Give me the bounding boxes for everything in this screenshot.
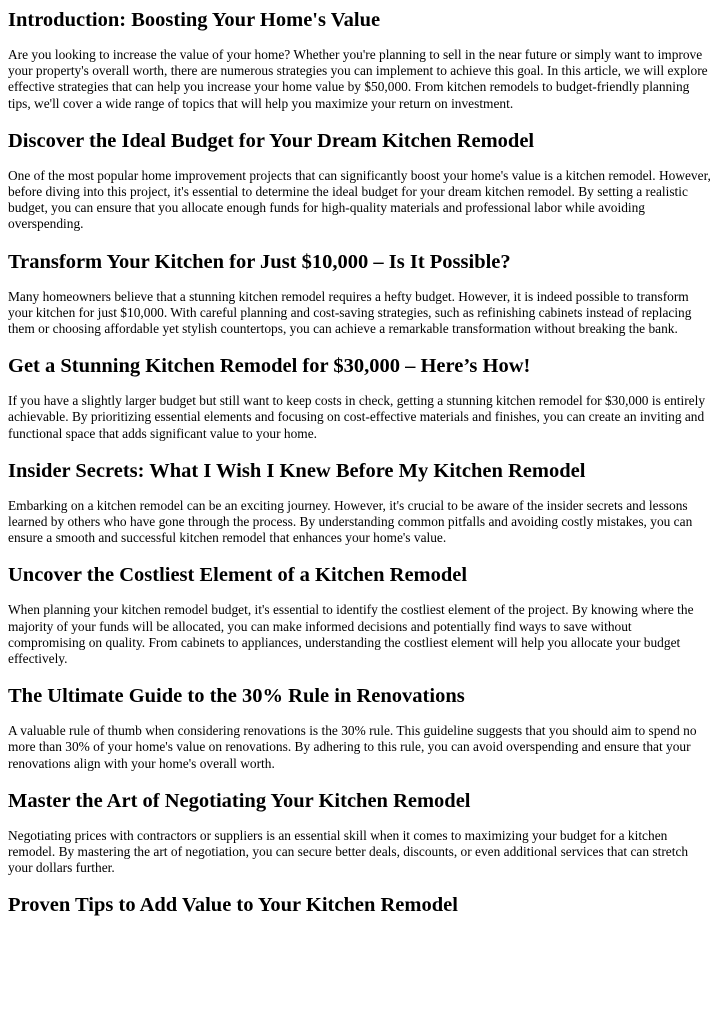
section-paragraph: One of the most popular home improvement projects that can significantly boost your home's value is a kitchen remodel. However, before diving into this project, it's essential to determine the ideal budget for your dream kitchen remodel. By setting a realistic budget, you can ensure that you allocate enough funds for high-quality materials and professional labor while avoiding overspending. <box>8 167 711 232</box>
section-negotiating <box>8 789 712 877</box>
section-ideal-budget <box>8 129 712 233</box>
section-paragraph: A valuable rule of thumb when considering renovations is the 30% rule. This guideline suggests that you should aim to spend no more than 30% of your home's value on renovations. By adhering to this rule, you can avoid overspending and ensure that your renovations align with your home's overall worth. <box>8 723 697 771</box>
section-paragraph: Negotiating prices with contractors or suppliers is an essential skill when it comes to maximizing your budget for a kitchen remodel. By mastering the art of negotiation, you can secure better deals, discounts, or even additional services that can stretch your dollars further. <box>8 827 689 876</box>
section-heading: Discover the Ideal Budget for Your Dream Kitchen Remodel <box>8 129 535 152</box>
section-heading: Get a Stunning Kitchen Remodel for $30,000 – Here’s How! <box>8 355 531 378</box>
section-paragraph: Embarking on a kitchen remodel can be an exciting journey. However, it's crucial to be aware of the insider secrets and lessons learned by others who have gone through the process. By understanding common pitfalls and avoiding costly mistakes, you can ensure a smooth and successful kitchen remodel that enhances your home's value. <box>8 497 693 546</box>
section-paragraph: Are you looking to increase the value of your home? Whether you're planning to sell in the near future or simply want to improve your property's overall worth, there are numerous strategies you can implement to achieve this goal. In this article, we will explore effective strategies that can help you increase your home value by $50,000. From kitchen remodels to budget-friendly planning tips, we'll cover a wide range of topics that will help you maximize your return on investment. <box>8 47 708 111</box>
section-heading: The Ultimate Guide to the 30% Rule in Renovations <box>8 685 465 708</box>
section-costliest-element <box>8 563 712 667</box>
section-30-percent-rule <box>8 684 712 772</box>
section-proven-tips <box>8 893 712 917</box>
article <box>0 8 720 917</box>
section-10000-remodel <box>8 250 712 338</box>
section-heading: Transform Your Kitchen for Just $10,000 – Is It Possible? <box>8 250 511 273</box>
section-paragraph: When planning your kitchen remodel budget, it's essential to identify the costliest element of the project. By knowing where the majority of your funds will be allocated, you can make informed decisions and potentially find ways to save without compromising on quality. From cabinets to appliances, understanding the costliest element will help you allocate your budget effectively. <box>8 602 694 667</box>
section-heading: Insider Secrets: What I Wish I Knew Before My Kitchen Remodel <box>8 459 586 482</box>
section-heading: Introduction: Boosting Your Home's Value <box>8 9 381 31</box>
section-introduction <box>8 8 712 112</box>
section-insider-secrets <box>8 459 712 547</box>
section-30000-remodel <box>8 354 712 442</box>
section-heading: Master the Art of Negotiating Your Kitchen Remodel <box>8 789 471 812</box>
section-paragraph: If you have a slightly larger budget but still want to keep costs in check, getting a stunning kitchen remodel for $30,000 is entirely achievable. By prioritizing essential elements and focusing on cost-effective materials and finishes, you can create an inviting and functional space that adds significant value to your home. <box>8 393 706 441</box>
section-heading: Uncover the Costliest Element of a Kitchen Remodel <box>8 564 468 587</box>
section-heading: Proven Tips to Add Value to Your Kitchen Remodel <box>8 894 458 917</box>
section-paragraph: Many homeowners believe that a stunning kitchen remodel requires a hefty budget. However, it is indeed possible to transform your kitchen for just $10,000. With careful planning and cost-saving strategies, such as refinishing cabinets instead of replacing them or choosing affordable yet stylish countertops, you can achieve a remarkable transformation without breaking the bank. <box>8 288 692 337</box>
